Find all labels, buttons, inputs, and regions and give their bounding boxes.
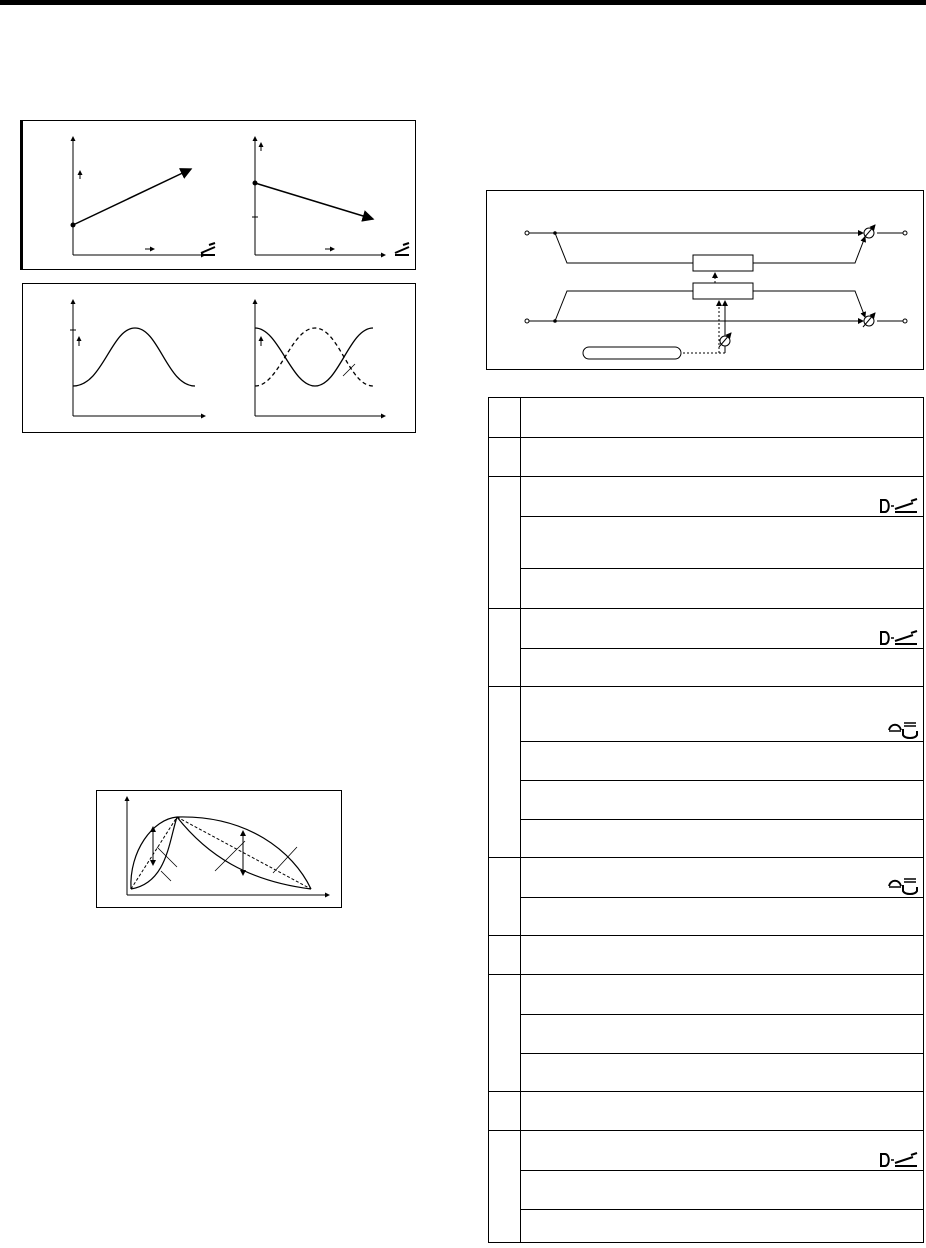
- param-subrow: [521, 780, 923, 819]
- param-subrow: [521, 1053, 923, 1092]
- param-group-1: [489, 398, 923, 437]
- param-group-3: [489, 476, 923, 608]
- param-subrow: [521, 1170, 923, 1209]
- phase-knob-icon: [863, 225, 875, 239]
- pedal-modulation-icon-2: [395, 243, 409, 255]
- param-subrow: [521, 975, 923, 1014]
- param-subrow: [521, 648, 923, 687]
- lfo-block: [583, 347, 681, 359]
- linear-graphs-figure: [20, 120, 416, 270]
- sync-icon: [887, 877, 919, 895]
- param-number-cell: [489, 1131, 521, 1242]
- param-subrow: [521, 741, 923, 780]
- param-number-cell: [489, 398, 521, 437]
- sync-icon: [887, 721, 919, 739]
- param-number-cell: [489, 975, 521, 1091]
- param-number-cell: [489, 477, 521, 608]
- param-subrow: [521, 1131, 923, 1170]
- param-subrow: [521, 609, 923, 648]
- dmod-icon: [879, 630, 919, 646]
- graph-envelope: [127, 797, 329, 895]
- graph-rising-line: [71, 137, 206, 255]
- param-number-cell: [489, 1092, 521, 1130]
- param-number-cell: [489, 687, 521, 857]
- param-group-4: [489, 608, 923, 686]
- parameter-table: [488, 397, 924, 1243]
- graph-falling-line: [252, 137, 385, 255]
- param-subrow: [521, 477, 923, 516]
- param-group-6: [489, 857, 923, 935]
- param-subrow: [521, 568, 923, 609]
- param-group-2: [489, 437, 923, 476]
- param-group-10: [489, 1130, 923, 1242]
- param-subrow: [521, 1209, 923, 1243]
- top-rule: [0, 0, 926, 5]
- graph-inverse-waves: [255, 300, 385, 416]
- dmod-icon: [879, 1152, 919, 1168]
- envelope-graph-figure: [96, 790, 342, 908]
- param-number-cell: [489, 858, 521, 935]
- process-block-bottom: [693, 283, 753, 299]
- param-group-7: [489, 935, 923, 974]
- param-subrow: [521, 516, 923, 568]
- param-group-8: [489, 974, 923, 1091]
- param-group-5: [489, 686, 923, 857]
- param-group-9: [489, 1091, 923, 1130]
- graph-sine-wave: [70, 300, 205, 416]
- pedal-modulation-icon: [201, 243, 215, 255]
- waveform-graphs-figure: [22, 283, 416, 433]
- param-subrow: [521, 858, 923, 897]
- param-subrow: [521, 897, 923, 936]
- param-number-cell: [489, 609, 521, 686]
- param-subrow: [521, 1014, 923, 1053]
- process-block-top: [693, 255, 753, 271]
- param-number-cell: [489, 936, 521, 974]
- dmod-icon: [879, 498, 919, 514]
- param-subrow: [521, 687, 923, 741]
- param-number-cell: [489, 438, 521, 476]
- block-diagram-figure: [486, 190, 924, 370]
- param-subrow: [521, 819, 923, 858]
